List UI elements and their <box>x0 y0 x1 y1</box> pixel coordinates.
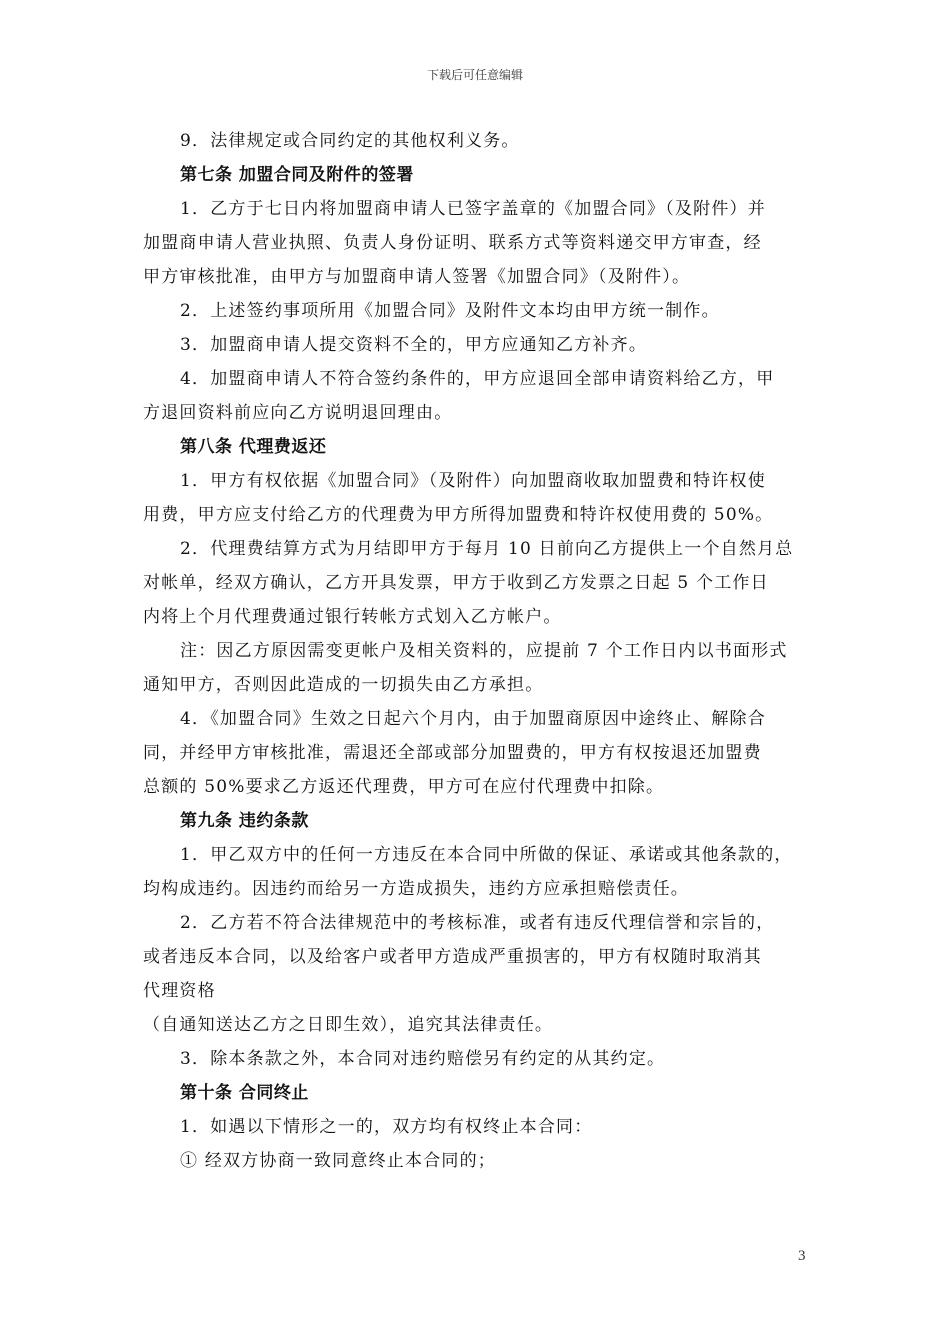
text-line: ① 经双方协商一致同意终止本合同的； <box>180 1151 497 1171</box>
page-number: 3 <box>798 1248 806 1264</box>
text-line: 1．如遇以下情形之一的，双方均有权终止本合同： <box>180 1117 593 1137</box>
text-line: 2．乙方若不符合法律规范中的考核标准，或者有违反代理信誉和宗旨的， <box>180 913 775 933</box>
text-line: 1．甲乙双方中的任何一方违反在本合同中所做的保证、承诺或其他条款的， <box>180 845 793 865</box>
text-line: （自通知送达乙方之日即生效），追究其法律责任。 <box>143 1015 554 1035</box>
text-line: 对帐单，经双方确认，乙方开具发票，甲方于收到乙方发票之日起 5 个工作日 <box>143 573 769 593</box>
text-line: 均构成违约。因违约而给另一方造成损失，违约方应承担赔偿责任。 <box>143 879 689 899</box>
section-heading: 第八条 代理费返还 <box>180 437 327 457</box>
text-line: 用费，甲方应支付给乙方的代理费为甲方所得加盟费和特许权使用费的 50%。 <box>143 505 774 525</box>
text-line: 2．上述签约事项所用《加盟合同》及附件文本均由甲方统一制作。 <box>180 301 720 321</box>
text-line: 加盟商申请人营业执照、负责人身份证明、联系方式等资料递交甲方审查，经 <box>143 233 762 253</box>
text-line: 或者违反本合同，以及给客户或者甲方造成严重损害的，甲方有权随时取消其 <box>143 947 762 967</box>
text-line: 3．除本条款之外，本合同对违约赔偿另有约定的从其约定。 <box>180 1049 666 1069</box>
text-line: 注：因乙方原因需变更帐户及相关资料的，应提前 7 个工作日内以书面形式 <box>180 641 788 661</box>
section-heading: 第九条 违约条款 <box>180 811 309 831</box>
document-body <box>143 124 811 1178</box>
text-line: 代理资格 <box>143 981 216 1001</box>
text-line: 4．《加盟合同》生效之日起六个月内，由于加盟商原因中途终止、解除合 <box>180 709 766 729</box>
text-line: 甲方审核批准，由甲方与加盟商申请人签署《加盟合同》（及附件）。 <box>143 267 691 287</box>
text-line: 1．甲方有权依据《加盟合同》（及附件）向加盟商收取加盟费和特许权使 <box>180 471 766 491</box>
text-line: 4．加盟商申请人不符合签约条件的，甲方应退回全部申请资料给乙方，甲 <box>180 369 775 389</box>
section-heading: 第七条 加盟合同及附件的签署 <box>180 165 414 185</box>
page-header: 下载后可任意编辑 <box>426 68 523 82</box>
text-line: 9．法律规定或合同约定的其他权利义务。 <box>180 131 520 151</box>
text-line: 1．乙方于七日内将加盟商申请人已签字盖章的《加盟合同》（及附件）并 <box>180 199 766 219</box>
text-line: 方退回资料前应向乙方说明退回理由。 <box>143 403 453 423</box>
text-line: 内将上个月代理费通过银行转帐方式划入乙方帐户。 <box>143 607 562 627</box>
text-line: 2．代理费结算方式为月结即甲方于每月 10 日前向乙方提供上一个自然月总 <box>180 539 794 559</box>
section-heading: 第十条 合同终止 <box>180 1083 309 1103</box>
text-line: 通知甲方，否则因此造成的一切损失由乙方承担。 <box>143 675 544 695</box>
text-line: 3．加盟商申请人提交资料不全的，甲方应通知乙方补齐。 <box>180 335 648 355</box>
text-line: 同，并经甲方审核批准，需退还全部或部分加盟费的，甲方有权按退还加盟费 <box>143 743 762 763</box>
text-line: 总额的 50%要求乙方返还代理费，甲方可在应付代理费中扣除。 <box>143 777 665 797</box>
